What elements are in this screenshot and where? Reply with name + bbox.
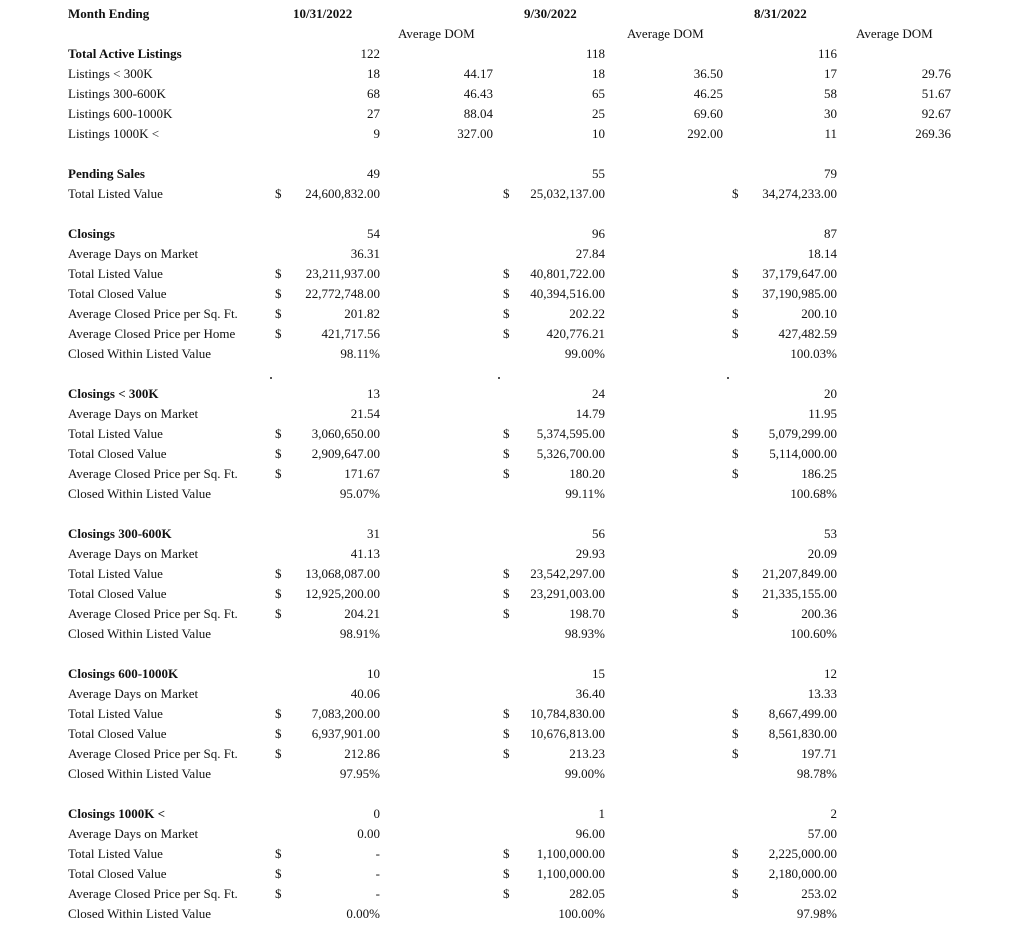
row-value: 253.02 (801, 886, 837, 901)
row-value: 24,600,832.00 (305, 186, 380, 201)
row-value: 21,207,849.00 (762, 566, 837, 581)
row-value: 65 (592, 86, 605, 101)
row-value: 29.93 (575, 546, 605, 561)
row-value: 180.20 (569, 466, 605, 481)
row-label: Total Closed Value (68, 286, 167, 301)
row-value: 31 (367, 526, 380, 541)
report-row (0, 844, 1020, 864)
row-value: 17 (824, 66, 837, 81)
row-value: 23,542,297.00 (530, 566, 605, 581)
row-value: 30 (824, 106, 837, 121)
row-value: 5,114,000.00 (769, 446, 837, 461)
report-row (0, 764, 1020, 784)
row-value: 87 (824, 226, 837, 241)
row-value: 198.70 (569, 606, 605, 621)
row-value: 27.84 (575, 246, 605, 261)
report-row (0, 84, 1020, 104)
currency-symbol: $ (503, 846, 510, 861)
stray-mark (727, 377, 729, 379)
row-value: 116 (817, 46, 837, 61)
currency-symbol: $ (275, 466, 282, 481)
row-value: 56 (592, 526, 605, 541)
row-value: 12 (824, 666, 837, 681)
row-value: 171.67 (344, 466, 380, 481)
row-value: 420,776.21 (546, 326, 605, 341)
report-row (0, 324, 1020, 344)
row-label: Average Days on Market (68, 546, 199, 561)
row-value: 100.00% (558, 906, 605, 921)
report-row (0, 344, 1020, 364)
row-label: Total Closed Value (68, 866, 167, 881)
row-value: 8,561,830.00 (768, 726, 837, 741)
currency-symbol: $ (732, 586, 739, 601)
currency-symbol: $ (503, 706, 510, 721)
row-value: 22,772,748.00 (305, 286, 380, 301)
currency-symbol: $ (503, 446, 510, 461)
row-label: Listings 1000K < (68, 126, 160, 141)
report-row (0, 604, 1020, 624)
report-row (0, 724, 1020, 744)
row-value: 96 (592, 226, 605, 241)
report-row (0, 384, 1020, 404)
currency-symbol: $ (503, 566, 510, 581)
currency-symbol: $ (732, 306, 739, 321)
row-value: 0 (373, 806, 380, 821)
row-label: Total Listed Value (68, 566, 163, 581)
row-value: 6,937,901.00 (311, 726, 380, 741)
row-average-dom: 44.17 (463, 66, 493, 81)
currency-symbol: $ (732, 846, 739, 861)
row-value: 53 (824, 526, 837, 541)
row-label: Listings 600-1000K (68, 106, 173, 121)
currency-symbol: $ (275, 186, 282, 201)
row-label: Average Closed Price per Sq. Ft. (68, 746, 238, 761)
row-label: Total Listed Value (68, 186, 163, 201)
row-label: Average Closed Price per Home (68, 326, 236, 341)
row-value: 68 (367, 86, 380, 101)
currency-symbol: $ (732, 706, 739, 721)
row-value: 55 (592, 166, 605, 181)
row-value: 1 (598, 806, 605, 821)
row-value: 100.60% (790, 626, 837, 641)
currency-symbol: $ (732, 446, 739, 461)
currency-symbol: $ (732, 866, 739, 881)
row-value: 36.40 (575, 686, 605, 701)
currency-symbol: $ (275, 286, 282, 301)
currency-symbol: $ (275, 566, 282, 581)
report-row (0, 44, 1020, 64)
currency-symbol: $ (275, 746, 282, 761)
row-value: 3,060,650.00 (311, 426, 380, 441)
currency-symbol: $ (275, 266, 282, 281)
currency-symbol: $ (732, 566, 739, 581)
row-value: 100.68% (790, 486, 837, 501)
report-row (0, 224, 1020, 244)
row-label: Average Days on Market (68, 246, 199, 261)
report-row (0, 704, 1020, 724)
header-row (0, 4, 1020, 24)
row-label: Total Listed Value (68, 426, 163, 441)
row-value: 10,784,830.00 (530, 706, 605, 721)
report-row (0, 104, 1020, 124)
dom-header-row (0, 24, 1020, 44)
row-value: 18.14 (807, 246, 837, 261)
row-value: 40.06 (350, 686, 380, 701)
row-label: Total Listed Value (68, 846, 163, 861)
row-average-dom: 92.67 (921, 106, 951, 121)
row-value: 5,374,595.00 (536, 426, 605, 441)
currency-symbol: $ (275, 606, 282, 621)
row-value: 37,190,985.00 (762, 286, 837, 301)
row-value: 11 (824, 126, 837, 141)
currency-symbol: $ (732, 326, 739, 341)
row-label: Listings < 300K (68, 66, 153, 81)
report-row (0, 624, 1020, 644)
row-label: Closings (68, 226, 115, 241)
row-value: 427,482.59 (778, 326, 837, 341)
currency-symbol: $ (275, 426, 282, 441)
row-value: 122 (360, 46, 380, 61)
stray-mark (270, 377, 272, 379)
row-value: 0.00 (357, 826, 380, 841)
currency-symbol: $ (275, 306, 282, 321)
row-value: 10,676,813.00 (530, 726, 605, 741)
row-value: 204.21 (344, 606, 380, 621)
row-value: 202.22 (569, 306, 605, 321)
report-row (0, 164, 1020, 184)
row-value: 2,225,000.00 (768, 846, 837, 861)
report-row (0, 804, 1020, 824)
report-row (0, 664, 1020, 684)
row-value: 23,211,937.00 (305, 266, 380, 281)
report-row (0, 684, 1020, 704)
report-row (0, 424, 1020, 444)
row-average-dom: 327.00 (457, 126, 493, 141)
report-row (0, 484, 1020, 504)
row-value: 21,335,155.00 (762, 586, 837, 601)
currency-symbol: $ (275, 726, 282, 741)
report-row (0, 884, 1020, 904)
row-label: Average Closed Price per Sq. Ft. (68, 306, 238, 321)
report-row (0, 464, 1020, 484)
row-value: 99.11% (565, 486, 605, 501)
row-value: 20 (824, 386, 837, 401)
row-value: 2 (830, 806, 837, 821)
row-value: 1,100,000.00 (536, 866, 605, 881)
row-value: 99.00% (564, 766, 605, 781)
currency-symbol: $ (275, 866, 282, 881)
row-average-dom: 36.50 (693, 66, 723, 81)
row-label: Average Closed Price per Sq. Ft. (68, 606, 238, 621)
row-label: Total Closed Value (68, 726, 167, 741)
row-value: 200.36 (801, 606, 837, 621)
row-value: 12,925,200.00 (305, 586, 380, 601)
dom-header-2: Average DOM (627, 26, 704, 41)
row-label: Closed Within Listed Value (68, 346, 212, 361)
row-value: 13 (367, 386, 380, 401)
row-value: 212.86 (344, 746, 380, 761)
row-value: 98.11% (340, 346, 380, 361)
row-label: Listings 300-600K (68, 86, 166, 101)
report-row (0, 864, 1020, 884)
report-row (0, 64, 1020, 84)
currency-symbol: $ (503, 726, 510, 741)
row-value: - (375, 846, 380, 861)
row-label: Average Days on Market (68, 686, 199, 701)
currency-symbol: $ (275, 326, 282, 341)
row-value: 2,909,647.00 (311, 446, 380, 461)
row-value: 54 (367, 226, 380, 241)
row-label: Total Listed Value (68, 266, 163, 281)
row-value: 201.82 (344, 306, 380, 321)
row-label: Average Days on Market (68, 406, 199, 421)
report-row (0, 584, 1020, 604)
currency-symbol: $ (732, 746, 739, 761)
row-value: 10 (367, 666, 380, 681)
row-value: - (375, 866, 380, 881)
row-average-dom: 88.04 (463, 106, 493, 121)
row-value: 200.10 (801, 306, 837, 321)
row-value: 25,032,137.00 (530, 186, 605, 201)
row-value: 99.00% (564, 346, 605, 361)
row-value: 213.23 (569, 746, 605, 761)
row-value: 9 (373, 126, 380, 141)
row-label: Closed Within Listed Value (68, 486, 212, 501)
row-value: 197.71 (801, 746, 837, 761)
header-date-3: 8/31/2022 (754, 6, 807, 21)
report-row (0, 184, 1020, 204)
row-value: 41.13 (350, 546, 380, 561)
row-value: 79 (824, 166, 837, 181)
stray-mark (498, 377, 500, 379)
row-value: 27 (367, 106, 380, 121)
currency-symbol: $ (503, 306, 510, 321)
currency-symbol: $ (503, 426, 510, 441)
row-value: 24 (592, 386, 605, 401)
currency-symbol: $ (732, 886, 739, 901)
report-row (0, 244, 1020, 264)
row-value: 282.05 (569, 886, 605, 901)
row-value: 98.93% (564, 626, 605, 641)
currency-symbol: $ (732, 266, 739, 281)
currency-symbol: $ (275, 886, 282, 901)
row-value: 36.31 (350, 246, 380, 261)
report-row (0, 524, 1020, 544)
row-value: 18 (367, 66, 380, 81)
row-value: 40,801,722.00 (530, 266, 605, 281)
row-value: 118 (585, 46, 605, 61)
currency-symbol: $ (732, 606, 739, 621)
currency-symbol: $ (732, 426, 739, 441)
row-value: 98.78% (796, 766, 837, 781)
currency-symbol: $ (275, 586, 282, 601)
report-row (0, 124, 1020, 144)
row-value: 2,180,000.00 (768, 866, 837, 881)
report-row (0, 404, 1020, 424)
header-date-2: 9/30/2022 (524, 6, 577, 21)
row-value: 18 (592, 66, 605, 81)
row-value: 186.25 (801, 466, 837, 481)
row-value: 5,079,299.00 (768, 426, 837, 441)
row-label: Total Closed Value (68, 446, 167, 461)
currency-symbol: $ (275, 846, 282, 861)
currency-symbol: $ (503, 866, 510, 881)
row-average-dom: 29.76 (921, 66, 951, 81)
row-label: Total Closed Value (68, 586, 167, 601)
row-value: 57.00 (807, 826, 837, 841)
row-label: Closings < 300K (68, 386, 159, 401)
report-row (0, 284, 1020, 304)
currency-symbol: $ (732, 186, 739, 201)
row-value: 37,179,647.00 (762, 266, 837, 281)
row-label: Closed Within Listed Value (68, 626, 212, 641)
row-value: 100.03% (790, 346, 837, 361)
row-value: 95.07% (339, 486, 380, 501)
row-average-dom: 292.00 (687, 126, 723, 141)
currency-symbol: $ (503, 266, 510, 281)
row-average-dom: 46.25 (693, 86, 723, 101)
row-value: 1,100,000.00 (536, 846, 605, 861)
row-value: 7,083,200.00 (311, 706, 380, 721)
row-average-dom: 269.36 (915, 126, 951, 141)
currency-symbol: $ (503, 326, 510, 341)
row-value: 20.09 (807, 546, 837, 561)
row-label: Total Active Listings (68, 46, 182, 61)
dom-header-1: Average DOM (398, 26, 475, 41)
row-value: 8,667,499.00 (768, 706, 837, 721)
currency-symbol: $ (503, 186, 510, 201)
row-label: Pending Sales (68, 166, 145, 181)
row-average-dom: 51.67 (921, 86, 951, 101)
row-value: 11.95 (808, 406, 837, 421)
report-row (0, 744, 1020, 764)
currency-symbol: $ (503, 466, 510, 481)
row-value: 25 (592, 106, 605, 121)
row-value: - (375, 886, 380, 901)
dom-header-3: Average DOM (856, 26, 933, 41)
row-value: 13.33 (807, 686, 837, 701)
row-value: 21.54 (350, 406, 380, 421)
report-row (0, 304, 1020, 324)
row-value: 15 (592, 666, 605, 681)
row-average-dom: 69.60 (693, 106, 723, 121)
row-value: 5,326,700.00 (536, 446, 605, 461)
currency-symbol: $ (732, 466, 739, 481)
currency-symbol: $ (275, 706, 282, 721)
report-row (0, 564, 1020, 584)
currency-symbol: $ (503, 286, 510, 301)
report-row (0, 904, 1020, 924)
row-label: Average Closed Price per Sq. Ft. (68, 466, 238, 481)
currency-symbol: $ (732, 286, 739, 301)
header-label: Month Ending (68, 6, 150, 21)
row-label: Total Listed Value (68, 706, 163, 721)
row-average-dom: 46.43 (463, 86, 493, 101)
row-value: 40,394,516.00 (530, 286, 605, 301)
currency-symbol: $ (503, 606, 510, 621)
currency-symbol: $ (503, 746, 510, 761)
row-value: 23,291,003.00 (530, 586, 605, 601)
row-value: 49 (367, 166, 380, 181)
row-value: 97.98% (796, 906, 837, 921)
row-label: Average Closed Price per Sq. Ft. (68, 886, 238, 901)
currency-symbol: $ (732, 726, 739, 741)
report-row (0, 444, 1020, 464)
report-row (0, 544, 1020, 564)
row-label: Average Days on Market (68, 826, 199, 841)
currency-symbol: $ (503, 886, 510, 901)
header-date-1: 10/31/2022 (293, 6, 353, 21)
row-value: 0.00% (346, 906, 380, 921)
row-label: Closings 600-1000K (68, 666, 179, 681)
report-row (0, 264, 1020, 284)
currency-symbol: $ (275, 446, 282, 461)
row-value: 58 (824, 86, 837, 101)
row-label: Closed Within Listed Value (68, 906, 212, 921)
row-value: 97.95% (339, 766, 380, 781)
row-label: Closings 1000K < (68, 806, 165, 821)
row-value: 96.00 (575, 826, 605, 841)
currency-symbol: $ (503, 586, 510, 601)
row-value: 34,274,233.00 (762, 186, 837, 201)
row-label: Closings 300-600K (68, 526, 172, 541)
row-value: 421,717.56 (321, 326, 380, 341)
row-value: 10 (592, 126, 605, 141)
report-row (0, 824, 1020, 844)
row-value: 98.91% (339, 626, 380, 641)
row-label: Closed Within Listed Value (68, 766, 212, 781)
row-value: 13,068,087.00 (305, 566, 380, 581)
row-value: 14.79 (575, 406, 605, 421)
